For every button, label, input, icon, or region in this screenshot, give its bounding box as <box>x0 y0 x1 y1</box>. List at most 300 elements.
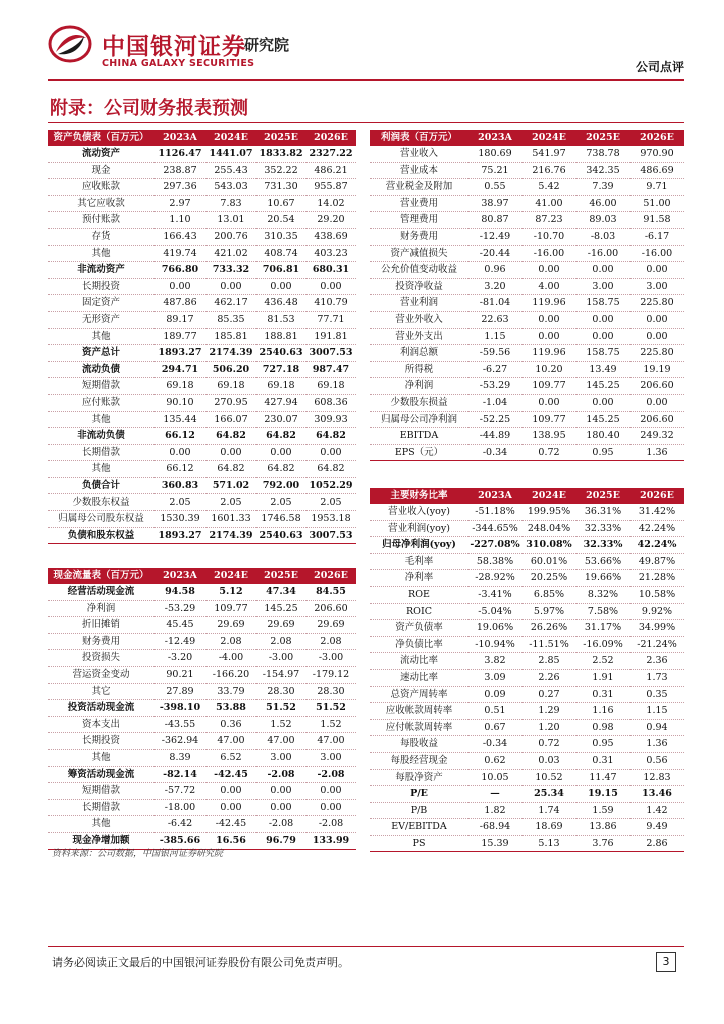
value-cell: 5.12 <box>206 584 256 600</box>
row-label: 营业税金及附加 <box>370 179 468 196</box>
value-cell: -6.27 <box>468 361 522 378</box>
value-cell: 1.29 <box>522 703 576 720</box>
value-cell: 64.82 <box>206 428 256 445</box>
row-label: 资本支出 <box>48 716 154 733</box>
value-cell: 90.21 <box>154 666 206 683</box>
value-cell: 1126.47 <box>154 146 206 162</box>
value-cell: 421.02 <box>206 245 256 262</box>
table-row <box>370 228 684 245</box>
income-statement-table <box>370 130 684 461</box>
value-cell: -16.00 <box>576 245 630 262</box>
value-cell: 206.60 <box>306 600 356 617</box>
table-row <box>370 212 684 229</box>
value-cell: 738.78 <box>576 146 630 162</box>
value-cell: -0.34 <box>468 444 522 461</box>
value-cell: 166.43 <box>154 228 206 245</box>
brand-name-en: CHINA GALAXY SECURITIES <box>102 58 255 69</box>
table-row <box>370 537 684 554</box>
row-label: 长期投资 <box>48 733 154 750</box>
value-cell: 294.71 <box>154 361 206 378</box>
value-cell: 955.87 <box>306 179 356 196</box>
value-cell: 2327.22 <box>306 146 356 162</box>
value-cell: 2540.63 <box>256 345 306 362</box>
table-row <box>48 700 356 717</box>
value-cell: -18.00 <box>154 799 206 816</box>
value-cell: 0.00 <box>576 394 630 411</box>
value-cell: 792.00 <box>256 477 306 494</box>
value-cell: 1.52 <box>306 716 356 733</box>
row-label: 预付账款 <box>48 212 154 229</box>
value-cell: 297.36 <box>154 179 206 196</box>
value-cell: 0.00 <box>154 278 206 295</box>
row-label: 其它应收款 <box>48 195 154 212</box>
value-cell: 9.92% <box>630 603 684 620</box>
value-cell: 1.36 <box>630 444 684 461</box>
value-cell: 0.00 <box>630 328 684 345</box>
table-row <box>370 278 684 295</box>
value-cell: 543.03 <box>206 179 256 196</box>
value-cell: 58.38% <box>468 553 522 570</box>
value-cell: 486.69 <box>630 162 684 179</box>
value-cell: 188.81 <box>256 328 306 345</box>
value-cell: 2.26 <box>522 669 576 686</box>
table-row <box>48 179 356 196</box>
value-cell: -28.92% <box>468 570 522 587</box>
value-cell: -2.08 <box>306 816 356 833</box>
value-cell: -227.08% <box>468 537 522 554</box>
value-cell: 419.74 <box>154 245 206 262</box>
value-cell: 10.58% <box>630 586 684 603</box>
value-cell: 26.26% <box>522 620 576 637</box>
value-cell: 0.72 <box>522 736 576 753</box>
value-cell: 13.86 <box>576 819 630 836</box>
table-row <box>48 311 356 328</box>
value-cell: 0.00 <box>522 311 576 328</box>
year-header-cell: 2024E <box>522 130 576 146</box>
balance-sheet-table <box>48 130 356 544</box>
row-label: 毛利率 <box>370 553 468 570</box>
title-divider <box>48 122 684 123</box>
table-row <box>370 345 684 362</box>
row-label: 营业外支出 <box>370 328 468 345</box>
row-label: 公允价值变动收益 <box>370 262 468 279</box>
value-cell: 16.56 <box>206 832 256 849</box>
value-cell: 145.25 <box>576 378 630 395</box>
value-cell: 31.17% <box>576 620 630 637</box>
row-label: 固定资产 <box>48 295 154 312</box>
value-cell: 69.18 <box>306 378 356 395</box>
table-row <box>370 586 684 603</box>
value-cell: 0.36 <box>206 716 256 733</box>
value-cell: 3.76 <box>576 835 630 852</box>
table-row <box>370 736 684 753</box>
row-label: 经营活动现金流 <box>48 584 154 600</box>
year-header-cell: 2023A <box>468 488 522 504</box>
value-cell: 0.51 <box>468 703 522 720</box>
table-row <box>370 179 684 196</box>
value-cell: 0.00 <box>306 444 356 461</box>
value-cell: 64.82 <box>306 461 356 478</box>
value-cell: 94.58 <box>154 584 206 600</box>
value-cell: 29.69 <box>256 617 306 634</box>
value-cell: 1.20 <box>522 719 576 736</box>
value-cell: 109.77 <box>206 600 256 617</box>
value-cell: 200.76 <box>206 228 256 245</box>
section-title: 附录：公司财务报表预测 <box>50 98 248 119</box>
row-label: 营业收入 <box>370 146 468 162</box>
value-cell: 0.00 <box>522 328 576 345</box>
value-cell: 29.69 <box>206 617 256 634</box>
value-cell: 0.00 <box>306 278 356 295</box>
value-cell: 18.69 <box>522 819 576 836</box>
value-cell: 42.24% <box>630 520 684 537</box>
value-cell: 96.79 <box>256 832 306 849</box>
value-cell: 3.09 <box>468 669 522 686</box>
row-label: 其他 <box>48 749 154 766</box>
value-cell: 47.00 <box>256 733 306 750</box>
row-label: 财务费用 <box>370 228 468 245</box>
value-cell: 81.53 <box>256 311 306 328</box>
value-cell: -57.72 <box>154 783 206 800</box>
table-row <box>48 228 356 245</box>
table-row <box>48 749 356 766</box>
value-cell: 133.99 <box>306 832 356 849</box>
value-cell: 486.21 <box>306 162 356 179</box>
row-label: 无形资产 <box>48 311 154 328</box>
value-cell: 225.80 <box>630 345 684 362</box>
value-cell: 7.83 <box>206 195 256 212</box>
value-cell: 69.18 <box>154 378 206 395</box>
row-label: EPS（元） <box>370 444 468 461</box>
value-cell: 0.00 <box>256 278 306 295</box>
value-cell: 185.81 <box>206 328 256 345</box>
value-cell: 64.82 <box>256 428 306 445</box>
row-label: 现金净增加额 <box>48 832 154 849</box>
value-cell: 135.44 <box>154 411 206 428</box>
row-label: EBITDA <box>370 428 468 445</box>
value-cell: 0.00 <box>630 262 684 279</box>
value-cell: 206.60 <box>630 378 684 395</box>
value-cell: 109.77 <box>522 411 576 428</box>
row-label: 速动比率 <box>370 669 468 686</box>
value-cell: -16.00 <box>522 245 576 262</box>
year-header-cell: 2023A <box>154 130 206 146</box>
value-cell: 85.35 <box>206 311 256 328</box>
value-cell: 20.25% <box>522 570 576 587</box>
table-row <box>370 328 684 345</box>
value-cell: 47.00 <box>206 733 256 750</box>
value-cell: -59.56 <box>468 345 522 362</box>
table-row <box>370 752 684 769</box>
value-cell: 0.03 <box>522 752 576 769</box>
row-label: 存货 <box>48 228 154 245</box>
value-cell: 731.30 <box>256 179 306 196</box>
value-cell: 158.75 <box>576 295 630 312</box>
value-cell: 270.95 <box>206 394 256 411</box>
table-row <box>48 477 356 494</box>
table-row <box>370 835 684 852</box>
value-cell: 191.81 <box>306 328 356 345</box>
table-row <box>48 411 356 428</box>
year-header-cell: 2025E <box>256 130 306 146</box>
row-label: 营业费用 <box>370 195 468 212</box>
table-row <box>48 428 356 445</box>
value-cell: 47.00 <box>306 733 356 750</box>
row-label: P/E <box>370 786 468 803</box>
row-label: 应付帐款周转率 <box>370 719 468 736</box>
value-cell: 119.96 <box>522 345 576 362</box>
value-cell: 109.77 <box>522 378 576 395</box>
value-cell: 0.00 <box>206 783 256 800</box>
header-divider <box>48 79 684 81</box>
value-cell: 46.00 <box>576 195 630 212</box>
value-cell: 225.80 <box>630 295 684 312</box>
value-cell: -2.08 <box>256 766 306 783</box>
value-cell: 0.95 <box>576 736 630 753</box>
year-header-cell: 2023A <box>154 568 206 584</box>
table-row <box>370 703 684 720</box>
value-cell: 32.33% <box>576 537 630 554</box>
value-cell: 1.74 <box>522 802 576 819</box>
row-label: 资产减值损失 <box>370 245 468 262</box>
value-cell: 1052.29 <box>306 477 356 494</box>
brand-subtitle: 研究院 <box>244 36 290 54</box>
table-row <box>48 527 356 544</box>
value-cell: 1893.27 <box>154 527 206 544</box>
year-header-cell: 2025E <box>576 130 630 146</box>
value-cell: 1601.33 <box>206 511 256 528</box>
table-title-cell: 利润表（百万元） <box>370 130 468 146</box>
value-cell: 31.42% <box>630 504 684 520</box>
value-cell: -8.03 <box>576 228 630 245</box>
row-label: 营运资金变动 <box>48 666 154 683</box>
value-cell: -154.97 <box>256 666 306 683</box>
table-header-row <box>370 130 684 146</box>
value-cell: 0.96 <box>468 262 522 279</box>
row-label: 其他 <box>48 816 154 833</box>
table-row <box>370 669 684 686</box>
value-cell: 2.36 <box>630 653 684 670</box>
value-cell: 145.25 <box>576 411 630 428</box>
value-cell: 0.98 <box>576 719 630 736</box>
value-cell: 145.25 <box>256 600 306 617</box>
value-cell: -44.89 <box>468 428 522 445</box>
row-label: 每股经营现金 <box>370 752 468 769</box>
value-cell: 3007.53 <box>306 527 356 544</box>
table-row <box>370 195 684 212</box>
value-cell: -42.45 <box>206 766 256 783</box>
value-cell: 28.30 <box>306 683 356 700</box>
value-cell: 29.69 <box>306 617 356 634</box>
table-row <box>48 766 356 783</box>
value-cell: -3.20 <box>154 650 206 667</box>
row-label: 资产总计 <box>48 345 154 362</box>
value-cell: 20.54 <box>256 212 306 229</box>
table-row <box>48 716 356 733</box>
value-cell: 352.22 <box>256 162 306 179</box>
value-cell: -21.24% <box>630 636 684 653</box>
value-cell: 25.34 <box>522 786 576 803</box>
row-label: 归属母公司股东权益 <box>48 511 154 528</box>
row-label: 流动负债 <box>48 361 154 378</box>
year-header-cell: 2024E <box>522 488 576 504</box>
value-cell: 69.18 <box>206 378 256 395</box>
table-row <box>370 146 684 162</box>
value-cell: — <box>468 786 522 803</box>
table-row <box>370 520 684 537</box>
value-cell: 0.27 <box>522 686 576 703</box>
table-row <box>48 650 356 667</box>
value-cell: 0.31 <box>576 752 630 769</box>
table-header-row <box>48 130 356 146</box>
table-row <box>48 799 356 816</box>
value-cell: 2.85 <box>522 653 576 670</box>
value-cell: 0.55 <box>468 179 522 196</box>
value-cell: 66.12 <box>154 428 206 445</box>
brand-name-cn: 中国银河证券 <box>102 34 246 60</box>
table-row <box>370 394 684 411</box>
table-row <box>370 819 684 836</box>
value-cell: 1.36 <box>630 736 684 753</box>
row-label: 长期借款 <box>48 799 154 816</box>
row-label: 净利润 <box>370 378 468 395</box>
value-cell: 51.52 <box>306 700 356 717</box>
value-cell: -1.04 <box>468 394 522 411</box>
value-cell: 733.32 <box>206 262 256 279</box>
value-cell: 1.15 <box>630 703 684 720</box>
value-cell: 22.63 <box>468 311 522 328</box>
row-label: 折旧摊销 <box>48 617 154 634</box>
value-cell: -6.17 <box>630 228 684 245</box>
value-cell: -68.94 <box>468 819 522 836</box>
value-cell: 11.47 <box>576 769 630 786</box>
value-cell: 680.31 <box>306 262 356 279</box>
value-cell: 0.00 <box>630 394 684 411</box>
row-label: 其他 <box>48 328 154 345</box>
table-row <box>370 504 684 520</box>
value-cell: 0.72 <box>522 444 576 461</box>
value-cell: 49.87% <box>630 553 684 570</box>
footer-divider <box>48 946 684 947</box>
value-cell: 0.62 <box>468 752 522 769</box>
table-row <box>48 617 356 634</box>
table-row <box>48 461 356 478</box>
value-cell: 53.66% <box>576 553 630 570</box>
table-header-row <box>48 568 356 584</box>
year-header-cell: 2025E <box>256 568 306 584</box>
year-header-cell: 2026E <box>630 488 684 504</box>
value-cell: 506.20 <box>206 361 256 378</box>
table-row <box>370 686 684 703</box>
value-cell: 180.40 <box>576 428 630 445</box>
row-label: 营业利润(yoy) <box>370 520 468 537</box>
value-cell: 12.83 <box>630 769 684 786</box>
value-cell: 119.96 <box>522 295 576 312</box>
value-cell: -385.66 <box>154 832 206 849</box>
table-row <box>48 816 356 833</box>
table-row <box>370 553 684 570</box>
value-cell: -4.00 <box>206 650 256 667</box>
row-label: 流动资产 <box>48 146 154 162</box>
value-cell: 6.85% <box>522 586 576 603</box>
table-row <box>370 378 684 395</box>
value-cell: 310.35 <box>256 228 306 245</box>
table-row <box>370 719 684 736</box>
row-label: 负债合计 <box>48 477 154 494</box>
row-label: 非流动负债 <box>48 428 154 445</box>
value-cell: 45.45 <box>154 617 206 634</box>
table-row <box>370 786 684 803</box>
value-cell: 2.97 <box>154 195 206 212</box>
value-cell: 10.52 <box>522 769 576 786</box>
table-row <box>370 802 684 819</box>
table-title-cell: 现金流量表（百万元） <box>48 568 154 584</box>
table-row <box>48 666 356 683</box>
value-cell: -52.25 <box>468 411 522 428</box>
row-label: 少数股东权益 <box>48 494 154 511</box>
table-row <box>48 195 356 212</box>
value-cell: 19.19 <box>630 361 684 378</box>
row-label: 流动比率 <box>370 653 468 670</box>
value-cell: 427.94 <box>256 394 306 411</box>
year-header-cell: 2023A <box>468 130 522 146</box>
year-header-cell: 2024E <box>206 130 256 146</box>
row-label: 营业成本 <box>370 162 468 179</box>
value-cell: 64.82 <box>306 428 356 445</box>
table-row <box>370 245 684 262</box>
table-row <box>48 444 356 461</box>
table-row <box>370 653 684 670</box>
table-row <box>48 378 356 395</box>
value-cell: 0.56 <box>630 752 684 769</box>
row-label: 营业收入(yoy) <box>370 504 468 520</box>
row-label: 财务费用 <box>48 633 154 650</box>
value-cell: -3.41% <box>468 586 522 603</box>
row-label: 归属母公司净利润 <box>370 411 468 428</box>
value-cell: 19.66% <box>576 570 630 587</box>
value-cell: 1.82 <box>468 802 522 819</box>
row-label: EV/EBITDA <box>370 819 468 836</box>
row-label: 总资产周转率 <box>370 686 468 703</box>
value-cell: 2.05 <box>256 494 306 511</box>
value-cell: 1.15 <box>468 328 522 345</box>
value-cell: 0.00 <box>256 783 306 800</box>
table-row <box>48 633 356 650</box>
value-cell: 13.01 <box>206 212 256 229</box>
value-cell: 0.00 <box>256 799 306 816</box>
document-type: 公司点评 <box>635 60 684 74</box>
value-cell: 189.77 <box>154 328 206 345</box>
value-cell: 1.10 <box>154 212 206 229</box>
value-cell: 138.95 <box>522 428 576 445</box>
value-cell: 2174.39 <box>206 527 256 544</box>
row-label: 其他 <box>48 245 154 262</box>
value-cell: 987.47 <box>306 361 356 378</box>
value-cell: 1530.39 <box>154 511 206 528</box>
table-header-row <box>370 488 684 504</box>
value-cell: 0.00 <box>576 328 630 345</box>
value-cell: 2540.63 <box>256 527 306 544</box>
value-cell: 248.04% <box>522 520 576 537</box>
value-cell: 541.97 <box>522 146 576 162</box>
value-cell: 1441.07 <box>206 146 256 162</box>
table-row <box>48 584 356 600</box>
value-cell: 238.87 <box>154 162 206 179</box>
value-cell: -20.44 <box>468 245 522 262</box>
value-cell: 13.46 <box>630 786 684 803</box>
table-row <box>370 262 684 279</box>
value-cell: 2.05 <box>306 494 356 511</box>
